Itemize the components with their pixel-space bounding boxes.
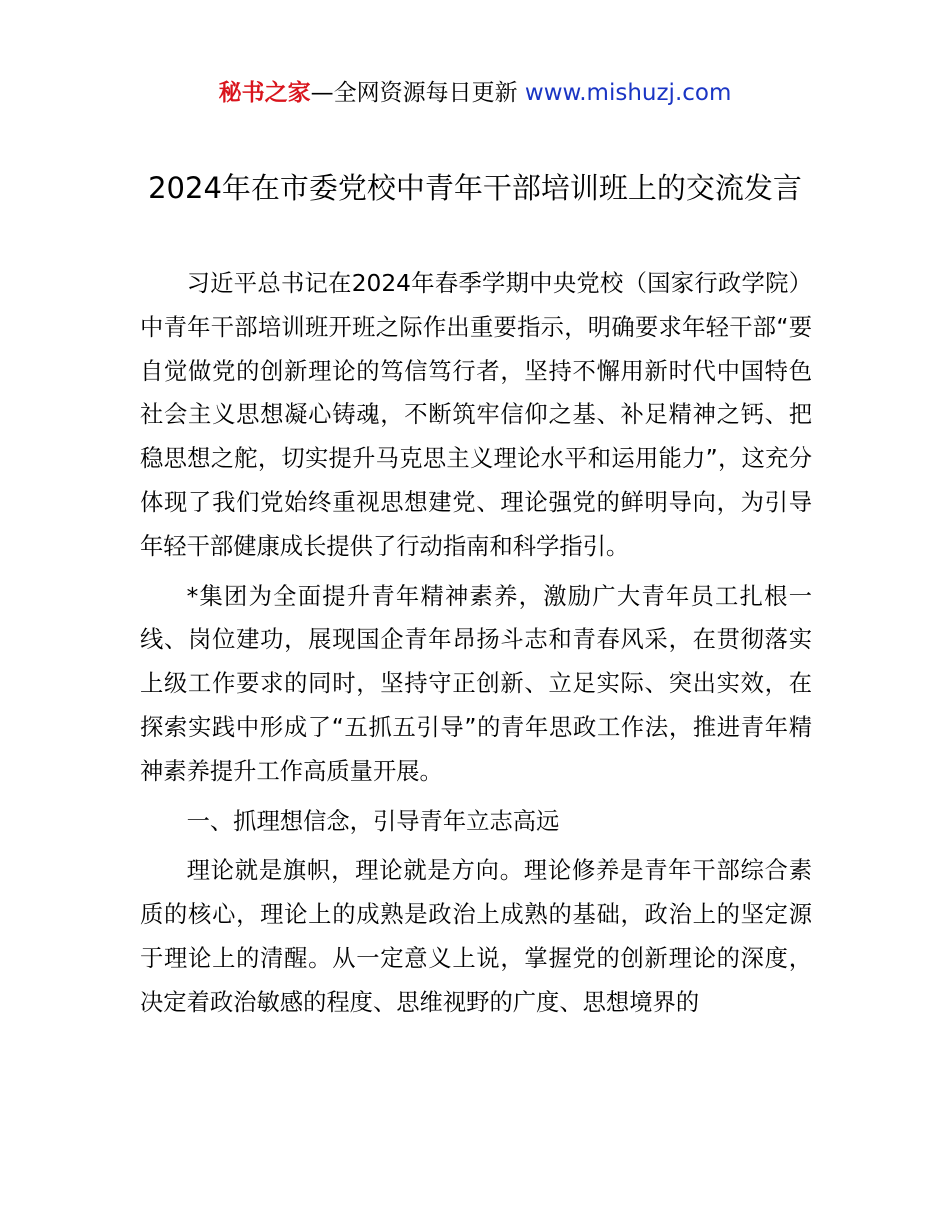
paragraph-theory: 理论就是旗帜，理论就是方向。理论修养是青年干部综合素质的核心，理论上的成熟是政治上成熟的基础，政治上的坚定源于理论上的清醒。从一定意义上说，掌握党的创新理论的深度，决定着政治敏感的程度、思维视野的广度、思想境界的: [140, 857, 812, 1016]
site-url-link[interactable]: www.mishuzj.com: [524, 80, 732, 106]
paragraph-intro: 习近平总书记在2024年春季学期中央党校（国家行政学院）中青年干部培训班开班之际作出重要指示，明确要求年轻干部“要自觉做党的创新理论的笃信笃行者，坚持不懈用新时代中国特色社会主义思想凝心铸魂，不断筑牢信仰之基、补足精神之钙、把稳思想之舵，切实提升马克思主义理论水平和运用能力”，这充分体现了我们党始终重视思想建党、理论强党的鲜明导向，为引导年轻干部健康成长提供了行动指南和科学指引。: [140, 270, 812, 560]
section-heading-1: 一、抓理想信念，引导青年立志高远: [186, 807, 560, 835]
site-header: [0, 76, 950, 110]
document-title: 2024年在市委党校中青年干部培训班上的交流发言: [148, 171, 802, 205]
document-body: [140, 262, 812, 1031]
paragraph-group-practice: *集团为全面提升青年精神素养，激励广大青年员工扎根一线、岗位建功，展现国企青年昂扬斗志和青春风采，在贯彻落实上级工作要求的同时，坚持守正创新、立足实际、突出实效，在探索实践中形成了“五抓五引导”的青年思政工作法，推进青年精神素养提升工作高质量开展。: [140, 582, 812, 785]
brand-name: 秘书之家: [218, 80, 311, 106]
header-tagline: —全网资源每日更新: [310, 80, 525, 106]
